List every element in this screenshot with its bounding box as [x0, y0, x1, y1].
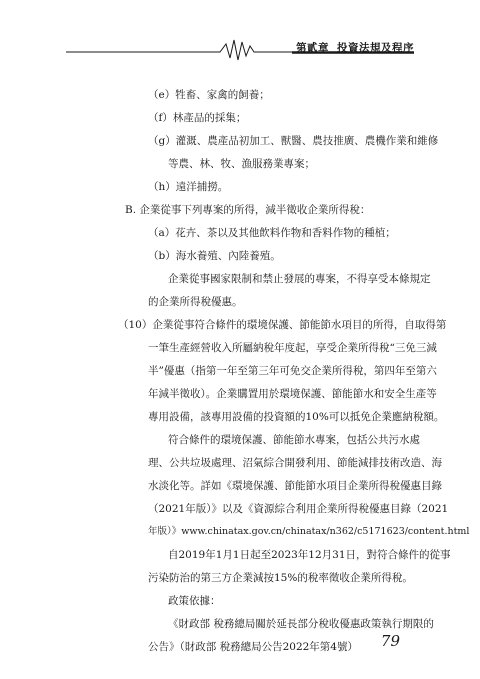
text-line: （g）灌溉、農產品初加工、獸醫、農技推廣、農機作業和維修	[148, 135, 439, 147]
text-line: 公告》（財政部 稅務總局公告2022年第4號）	[148, 641, 358, 653]
text-line: （e）牲畜、家禽的飼養；	[148, 89, 270, 101]
text-line: 水淡化等。詳如《環境保護、節能節水項目企業所得稅優惠目錄	[148, 480, 442, 492]
chapter-name: 投資法規及程序	[337, 42, 414, 54]
text-line: （a）花卉、茶以及其他飲料作物和香料作物的種植；	[148, 227, 396, 239]
text-line: （b）海水養殖、內陸養殖。	[148, 250, 281, 262]
text-line: 年減半徵收）。企業購置用於環境保護、節能節水和安全生產等	[148, 388, 437, 400]
text-line: （10）企業從事符合條件的環境保護、節能節水項目的所得，自取得第	[118, 319, 447, 331]
text-line: 的企業所得稅優惠。	[148, 296, 243, 308]
text-line: 年版）》www.chinatax.gov.cn/chinatax/n362/c5171623/content.html	[148, 526, 470, 537]
text-line: （f）林產品的採集；	[148, 112, 247, 124]
text-line: 污染防治的第三方企業減按15%的稅率徵收企業所得稅。	[148, 572, 413, 584]
heartbeat-line-icon	[0, 0, 480, 70]
text-line: B. 企業從事下列專案的所得，減半徵收企業所得稅：	[125, 204, 371, 216]
text-line: 專用設備，該專用設備的投資額的10%可以抵免企業應納稅額。	[148, 411, 445, 423]
text-line: 一筆生產經營收入所屬納稅年度起，享受企業所得稅“三免三減	[148, 342, 437, 354]
text-line: 政策依據：	[168, 595, 221, 607]
text-line: 自2019年1月1日起至2023年12月31日，對符合條件的從事	[168, 549, 451, 561]
text-line: （2021年版）》以及《資源綜合利用企業所得稅優惠目錄（2021	[148, 503, 449, 515]
text-line: 等農、林、牧、漁服務業專案；	[168, 158, 315, 170]
text-line: （h）遠洋捕撈。	[148, 181, 229, 193]
page-header	[0, 0, 480, 70]
text-line: 《財政部 稅務總局關於延長部分稅收優惠政策執行期限的	[168, 618, 434, 630]
text-line: 符合條件的環境保護、節能節水專案，包括公共污水處	[168, 434, 420, 446]
text-line: 企業從事國家限制和禁止發展的專案，不得享受本條規定	[168, 273, 431, 285]
text-line: 理、公共垃圾處理、沼氣綜合開發利用、節能減排技術改造、海	[148, 457, 442, 469]
page-number: 79	[380, 632, 400, 650]
chapter-number: 第貳章	[296, 42, 329, 54]
chapter-title	[296, 40, 414, 55]
text-line: 半”優惠（指第一年至第三年可免交企業所得稅，第四年至第六	[148, 365, 437, 377]
